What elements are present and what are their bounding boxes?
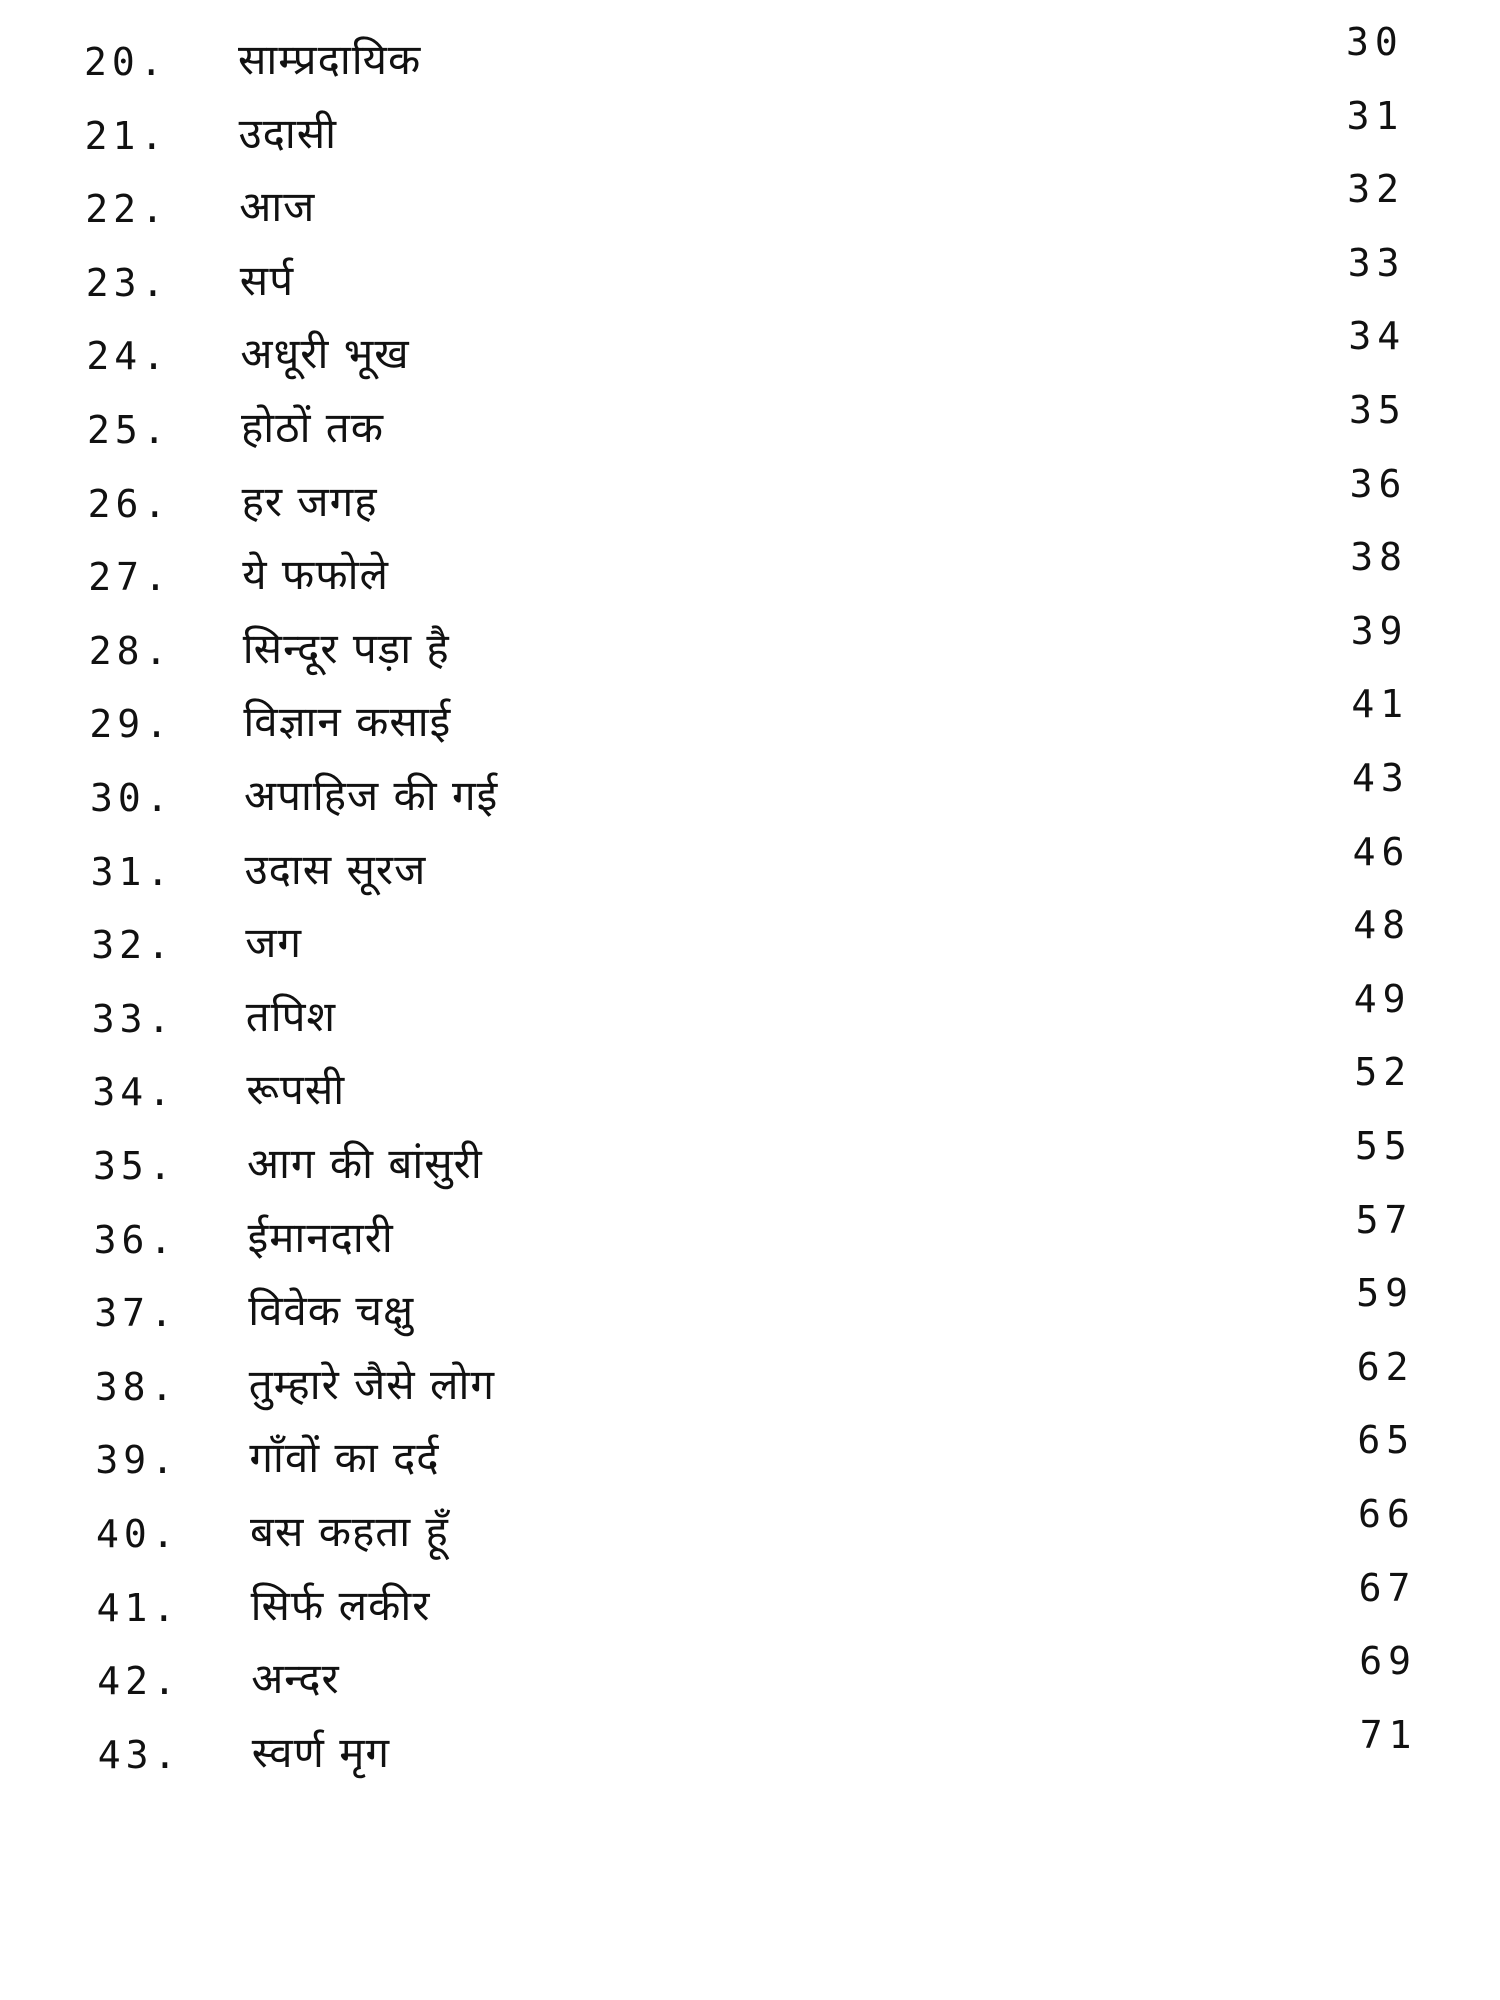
toc-entry xyxy=(0,1050,1500,1126)
entry-number: 37. xyxy=(94,1291,178,1336)
entry-title: अपाहिज की गई xyxy=(244,771,499,820)
entry-title: जग xyxy=(245,918,302,968)
entry-page-number: 38 xyxy=(1350,535,1408,580)
toc-entry xyxy=(0,1418,1500,1494)
entry-number: 34. xyxy=(92,1070,177,1115)
entry-number: 36. xyxy=(93,1217,178,1262)
entry-number: 32. xyxy=(91,923,175,968)
entry-title: उदासी xyxy=(238,108,338,158)
entry-page-number: 69 xyxy=(1359,1639,1417,1684)
entry-page-number: 41 xyxy=(1351,682,1410,727)
entry-title: विवेक चक्षु xyxy=(248,1286,415,1336)
entry-title: आज xyxy=(239,182,316,232)
entry-title: गाँवों का दर्द xyxy=(249,1433,440,1483)
toc-entry xyxy=(0,608,1500,685)
entry-number: 20. xyxy=(84,40,168,84)
toc-entry xyxy=(0,1565,1500,1642)
entry-page-number: 30 xyxy=(1346,20,1404,64)
entry-number: 25. xyxy=(87,408,171,452)
entry-page-number: 55 xyxy=(1355,1124,1413,1168)
entry-number: 22. xyxy=(85,187,169,232)
entry-number: 27. xyxy=(88,555,172,600)
toc-entry xyxy=(0,388,1500,464)
toc-entry xyxy=(0,829,1500,906)
entry-page-number: 46 xyxy=(1352,829,1411,874)
entry-title: विज्ञान कसाई xyxy=(243,697,452,747)
entry-number: 21. xyxy=(84,113,169,158)
entry-number: 26. xyxy=(87,481,172,526)
toc-entry xyxy=(0,903,1500,979)
entry-number: 41. xyxy=(96,1585,181,1630)
entry-number: 29. xyxy=(89,702,174,747)
toc-entry xyxy=(0,535,1500,611)
entry-title: बस कहता हूँ xyxy=(250,1507,449,1556)
entry-page-number: 59 xyxy=(1356,1271,1414,1316)
entry-title: ये फफोले xyxy=(242,550,390,600)
entry-page-number: 34 xyxy=(1348,314,1407,359)
entry-page-number: 32 xyxy=(1347,167,1405,212)
entry-page-number: 31 xyxy=(1346,93,1405,138)
entry-page-number: 48 xyxy=(1353,903,1411,948)
toc-entry xyxy=(0,167,1500,243)
entry-page-number: 36 xyxy=(1349,461,1408,506)
entry-title: तपिश xyxy=(245,991,337,1041)
entry-title: उदास सूरज xyxy=(244,844,427,894)
entry-number: 23. xyxy=(85,260,170,305)
toc-entry xyxy=(0,1344,1500,1421)
entry-number: 40. xyxy=(96,1512,180,1556)
entry-page-number: 62 xyxy=(1356,1344,1415,1389)
entry-number: 39. xyxy=(95,1438,180,1483)
entry-page-number: 65 xyxy=(1357,1418,1416,1463)
entry-title: साम्प्रदायिक xyxy=(238,35,422,84)
toc-entry xyxy=(0,1712,1500,1789)
entry-title: रूपसी xyxy=(246,1065,346,1115)
entry-number: 31. xyxy=(90,849,175,894)
entry-title: अन्दर xyxy=(251,1654,340,1704)
entry-page-number: 57 xyxy=(1355,1197,1414,1242)
entry-page-number: 35 xyxy=(1349,388,1407,432)
toc-entry xyxy=(0,314,1500,390)
entry-page-number: 71 xyxy=(1359,1712,1418,1757)
toc-entry xyxy=(0,240,1500,317)
entry-number: 33. xyxy=(91,996,176,1041)
entry-title: तुम्हारे जैसे लोग xyxy=(248,1359,496,1409)
entry-title: ईमानदारी xyxy=(247,1212,394,1262)
entry-title: सिन्दूर पड़ा है xyxy=(242,623,450,673)
entry-title: आग की बांसुरी xyxy=(247,1139,483,1188)
toc-entry xyxy=(0,1271,1500,1347)
toc-entry xyxy=(0,93,1500,170)
entry-number: 28. xyxy=(88,628,173,673)
toc-entry xyxy=(0,461,1500,538)
entry-page-number: 52 xyxy=(1354,1050,1413,1095)
toc-entry xyxy=(0,1639,1500,1715)
entry-page-number: 43 xyxy=(1352,756,1410,800)
entry-number: 30. xyxy=(90,776,174,820)
entry-number: 35. xyxy=(93,1144,177,1188)
entry-title: हर जगह xyxy=(241,476,378,526)
entry-number: 42. xyxy=(97,1659,181,1704)
toc-entry xyxy=(0,1124,1500,1200)
entry-title: सिर्फ लकीर xyxy=(250,1580,431,1630)
entry-title: सर्प xyxy=(239,255,295,305)
entry-number: 38. xyxy=(94,1364,179,1409)
entry-title: होठों तक xyxy=(241,403,385,452)
toc-entry xyxy=(0,756,1500,832)
entry-title: स्वर्ण मृग xyxy=(251,1727,390,1777)
toc-entry xyxy=(0,1197,1500,1274)
toc-entry xyxy=(0,1492,1500,1568)
toc-entry xyxy=(0,976,1500,1053)
entry-page-number: 33 xyxy=(1347,240,1406,285)
entry-number: 43. xyxy=(97,1732,182,1777)
toc-entry xyxy=(0,682,1500,758)
entry-page-number: 66 xyxy=(1358,1492,1416,1536)
entry-page-number: 39 xyxy=(1350,608,1409,653)
entry-title: अधूरी भूख xyxy=(240,329,410,379)
entry-page-number: 49 xyxy=(1353,976,1412,1021)
entry-number: 24. xyxy=(86,334,171,379)
toc-entry xyxy=(0,20,1500,96)
entry-page-number: 67 xyxy=(1358,1565,1417,1610)
